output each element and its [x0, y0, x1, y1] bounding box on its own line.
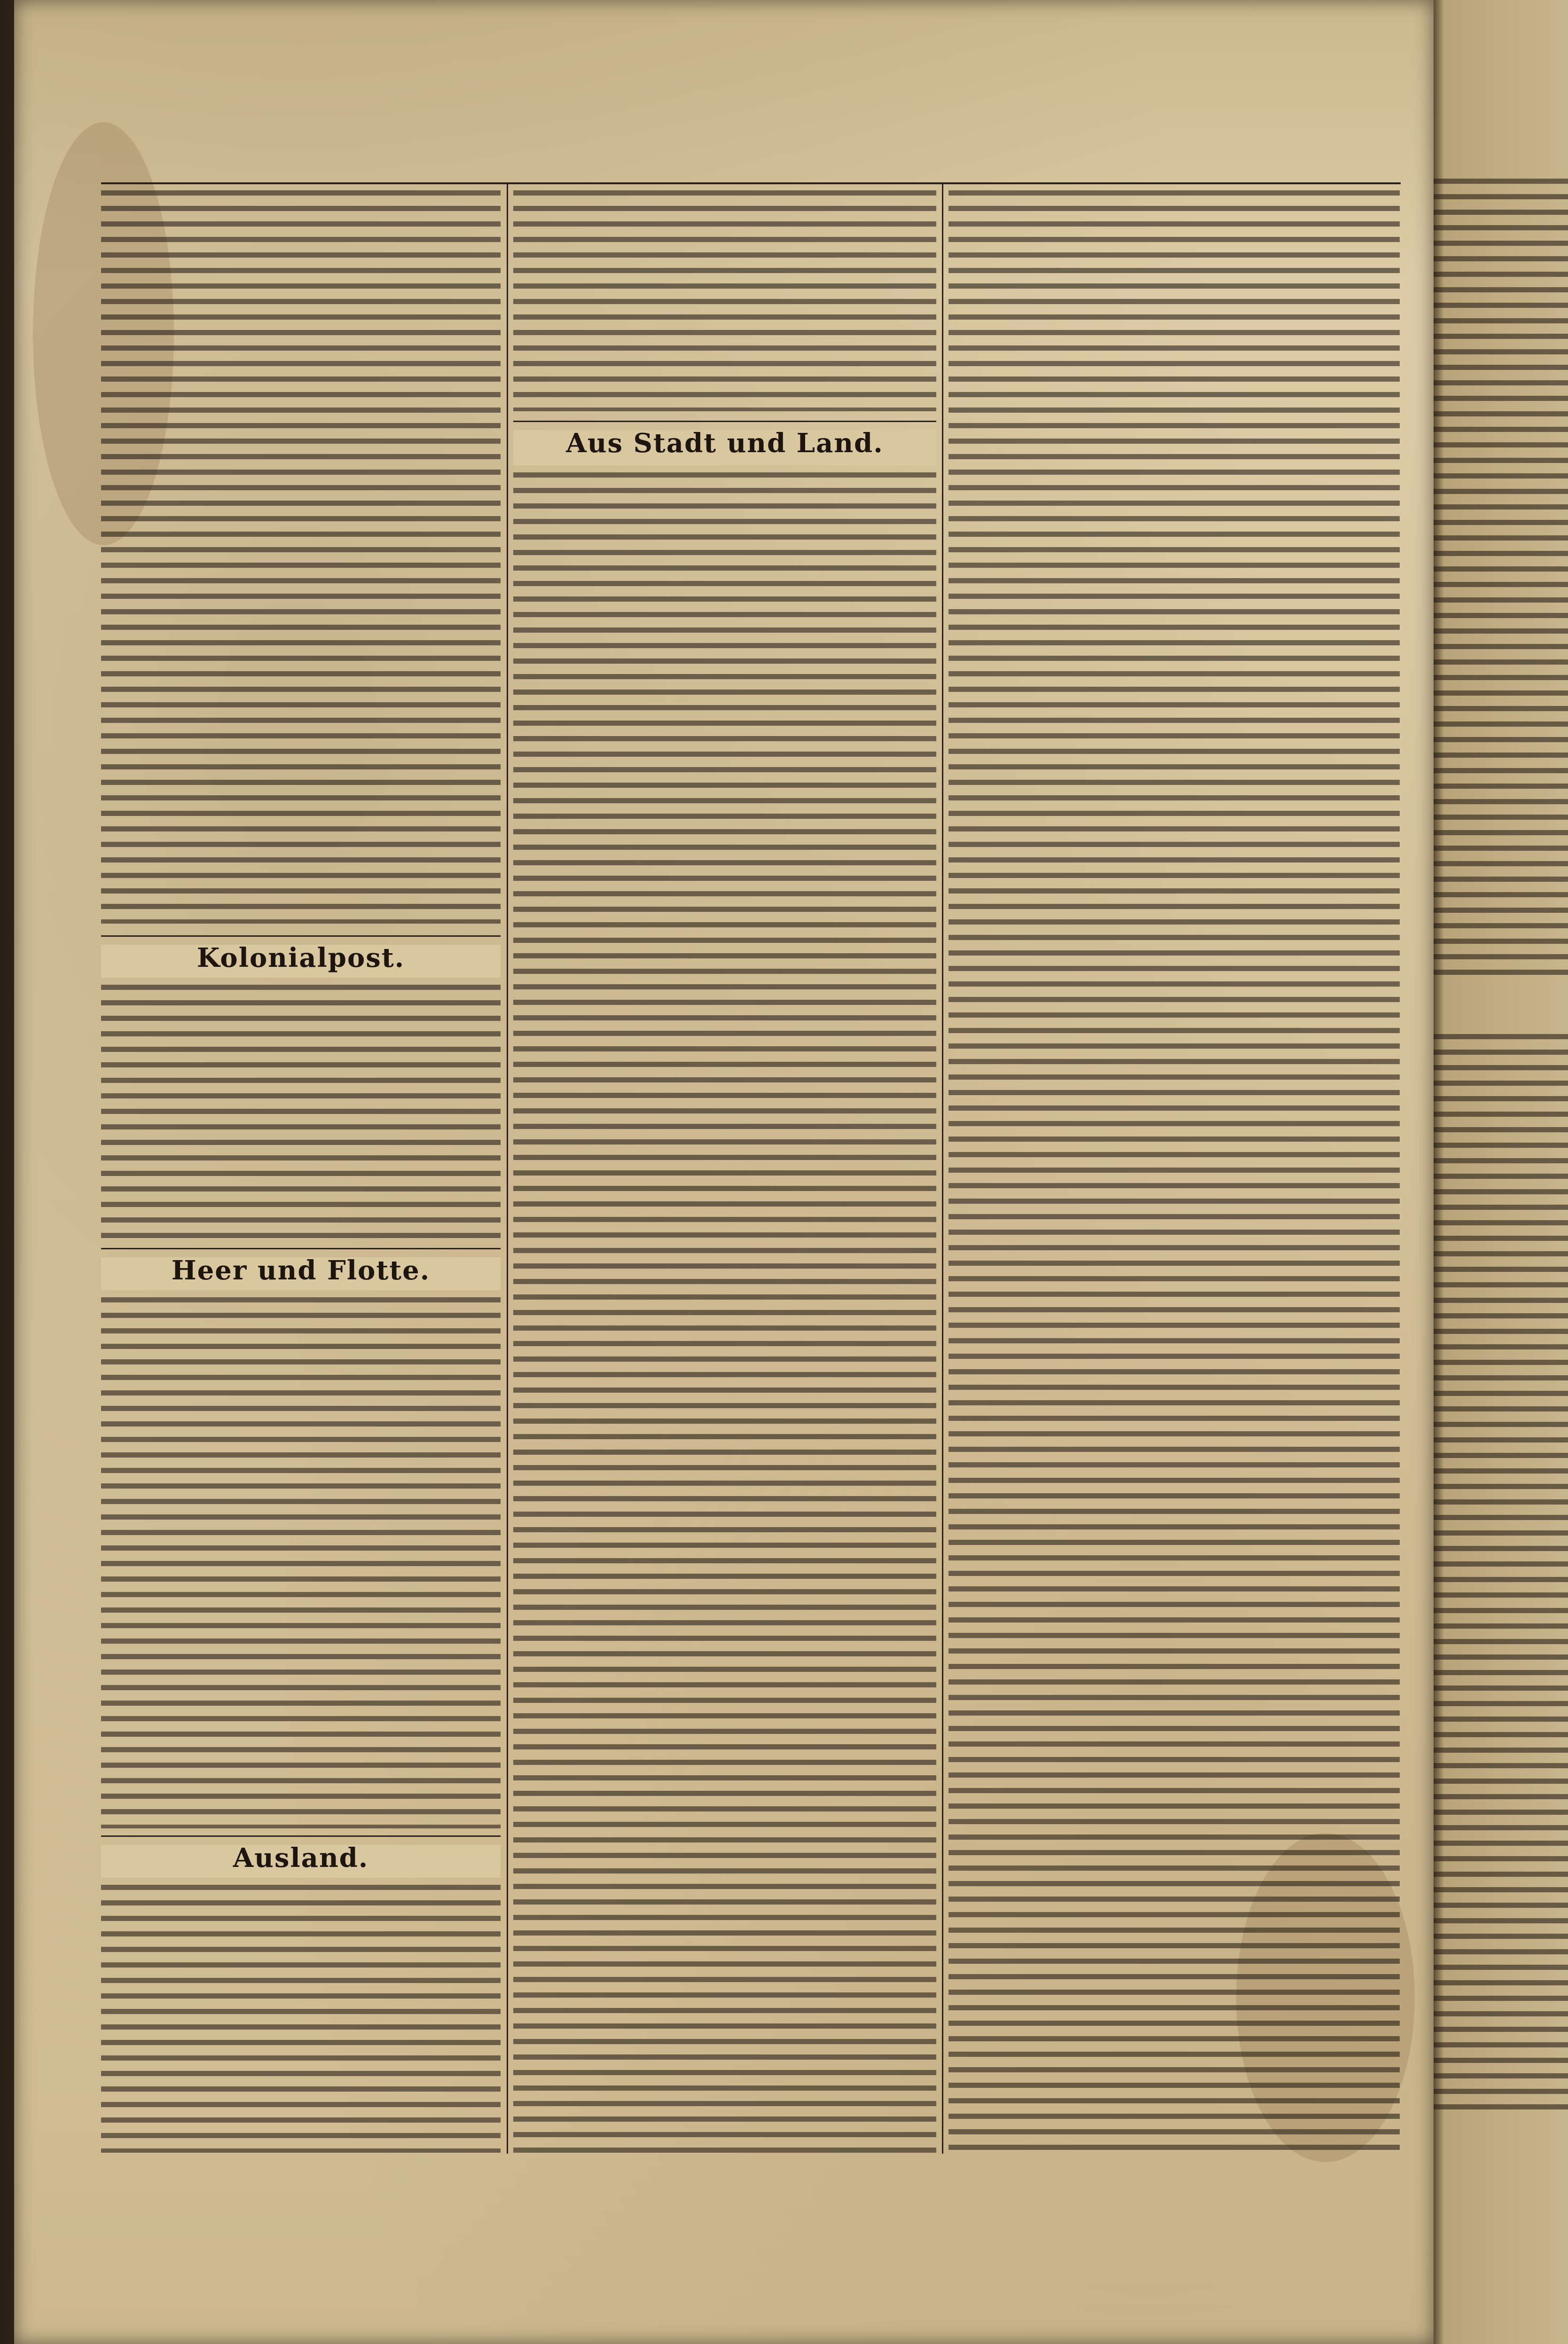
- adjacent-page-edge: [1434, 0, 1568, 2344]
- section-heading-kolonialpost: Kolonialpost.: [101, 945, 501, 978]
- article-column-1-block-4: [101, 1885, 501, 2153]
- adjacent-page-text: [1434, 1034, 1568, 2115]
- section-heading-aus-stadt-und-land: Aus Stadt und Land.: [513, 430, 936, 465]
- article-column-2-block-1: [513, 190, 936, 411]
- top-rule: [101, 182, 1401, 184]
- section-rule: [513, 421, 936, 422]
- adjacent-page-text: [1434, 179, 1568, 978]
- section-heading-heer-und-flotte: Heer und Flotte.: [101, 1257, 501, 1290]
- section-rule: [101, 935, 501, 937]
- section-rule: [101, 1248, 501, 1249]
- section-heading-ausland: Ausland.: [101, 1845, 501, 1878]
- article-column-1-block-2: [101, 985, 501, 1239]
- article-column-1-block-3: [101, 1297, 501, 1828]
- column-divider: [942, 184, 943, 2154]
- article-column-2-block-2: [513, 472, 936, 2153]
- column-divider: [507, 184, 508, 2154]
- article-column-1-block-1: [101, 190, 501, 924]
- section-rule: [101, 1835, 501, 1837]
- article-column-3: [949, 190, 1400, 2153]
